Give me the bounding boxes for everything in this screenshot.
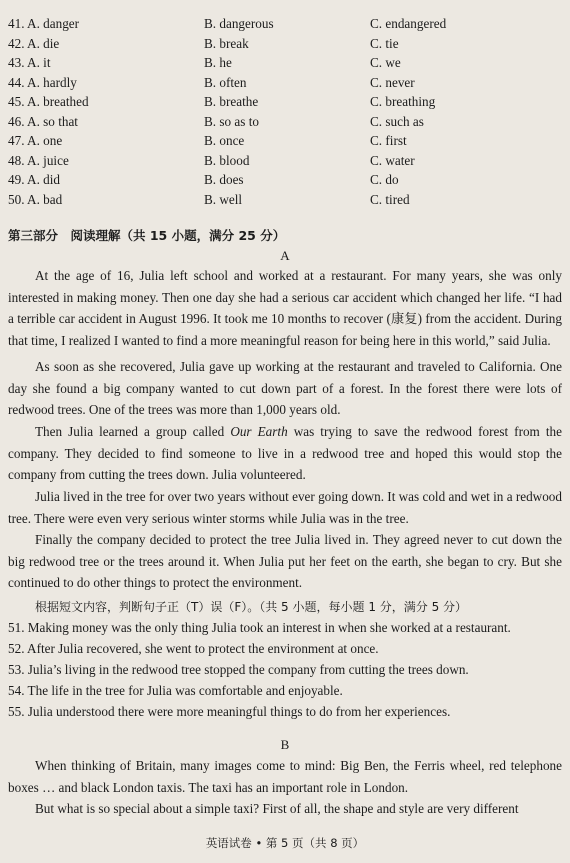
option-row bbox=[8, 34, 568, 53]
option-b: B. so as to bbox=[204, 113, 259, 129]
option-a: 47. A. one bbox=[8, 133, 63, 148]
option-row bbox=[8, 92, 568, 111]
option-a: 41. A. danger bbox=[8, 16, 80, 31]
passage-b-paragraph-2: But what is so special about a simple taxi? First of all, the shape and style are very different bbox=[35, 801, 519, 816]
option-b: B. often bbox=[204, 74, 247, 90]
passage-a-paragraph-4: Julia lived in the tree for over two years without ever going down. It was cold and wet in a redwood tree. There were even very serious winter storms while Julia was in the tree. bbox=[8, 489, 562, 526]
passage-a-paragraph-2: As soon as she recovered, Julia gave up working at the restaurant and traveled to California. One day she found a big company wanted to cut down part of a forest. In the forest there were lots of redwood trees. One of the trees was more than 1,000 years old. bbox=[8, 359, 562, 417]
option-row bbox=[8, 73, 568, 92]
option-c: C. do bbox=[370, 172, 399, 187]
statement-55: 55. Julia understood there were more meaningful things to do from her experiences. bbox=[8, 704, 451, 719]
section-title: 第三部分 阅读理解（共 15 小题，满分 25 分） bbox=[8, 228, 286, 243]
option-c: C. first bbox=[370, 133, 407, 148]
page-footer: 英语试卷 • 第 5 页（共 8 页） bbox=[205, 836, 365, 850]
option-row bbox=[8, 151, 568, 170]
option-b: B. does bbox=[204, 172, 244, 187]
option-c: C. such as bbox=[370, 113, 424, 129]
option-a: 42. A. die bbox=[8, 35, 60, 51]
option-b: B. dangerous bbox=[204, 16, 274, 31]
option-a: 46. A. so that bbox=[8, 113, 78, 129]
option-c: C. tired bbox=[370, 191, 410, 207]
option-row bbox=[8, 14, 568, 33]
option-b: B. he bbox=[204, 55, 232, 70]
passage-a-paragraph-3 bbox=[8, 421, 562, 486]
option-row bbox=[8, 112, 568, 131]
passage-a-letter: A bbox=[280, 248, 290, 263]
option-c: C. tie bbox=[370, 35, 399, 51]
option-b: B. once bbox=[204, 133, 245, 148]
option-c: C. breathing bbox=[370, 94, 436, 109]
option-b: B. well bbox=[204, 191, 243, 207]
option-b: B. break bbox=[204, 35, 249, 51]
option-a: 49. A. did bbox=[8, 172, 61, 187]
option-c: C. we bbox=[370, 55, 401, 70]
paragraph-3-text-start: Then Julia learned a group called bbox=[35, 424, 231, 439]
option-c: C. endangered bbox=[370, 16, 447, 31]
option-row bbox=[8, 170, 568, 189]
option-c: C. never bbox=[370, 74, 415, 90]
option-a: 50. A. bad bbox=[8, 191, 63, 207]
option-row bbox=[8, 131, 568, 150]
option-a: 44. A. hardly bbox=[8, 74, 77, 90]
passage-a-paragraph-1: At the age of 16, Julia left school and worked at a restaurant. For many years, she was only interested in making money. Then one day she had a serious car accident which changed her life. “I had a terrible car accident in August 1996. It took me 10 months to recover (康复) from the accident. During that time, I realized I wanted to find a more meaningful reason for being here in this world,” said Julia. bbox=[8, 268, 562, 348]
option-b: B. breathe bbox=[204, 94, 259, 109]
statement-52: 52. After Julia recovered, she went to protect the environment at once. bbox=[8, 641, 379, 656]
paragraph-3-text-end: was trying to save the redwood forest from the company. They decided to find someone to live in a redwood tree and hoped this would stop the company from cutting the trees down. Julia volunteered. bbox=[8, 424, 562, 482]
option-row bbox=[8, 190, 568, 209]
option-row bbox=[8, 53, 568, 72]
statement-53: 53. Julia’s living in the redwood tree stopped the company from cutting the trees down. bbox=[8, 662, 469, 677]
option-b: B. blood bbox=[204, 152, 250, 168]
option-c: C. water bbox=[370, 152, 415, 168]
option-a: 45. A. breathed bbox=[8, 94, 89, 109]
option-a: 48. A. juice bbox=[8, 152, 69, 168]
passage-b-paragraph-1: When thinking of Britain, many images come to mind: Big Ben, the Ferris wheel, red telephone boxes … and black London taxis. The taxi has an important role in London. bbox=[8, 758, 562, 795]
option-a: 43. A. it bbox=[8, 55, 51, 70]
passage-a-paragraph-5: Finally the company decided to protect the tree Julia lived in. They agreed never to cut down the big redwood tree or the trees around it. When Julia put her feet on the earth, she began to cry. But she continued to do other things to protect the environment. bbox=[8, 532, 562, 590]
passage-b-letter: B bbox=[280, 737, 290, 752]
group-name: Our Earth bbox=[230, 424, 288, 439]
statement-54: 54. The life in the tree for Julia was comfortable and enjoyable. bbox=[8, 683, 343, 698]
statement-51: 51. Making money was the only thing Julia took an interest in when she worked at a restaurant. bbox=[8, 620, 511, 635]
true-false-instruction: 根据短文内容，判断句子正（T）误（F）。（共 5 小题，每小题 1 分，满分 5 分） bbox=[35, 600, 468, 614]
